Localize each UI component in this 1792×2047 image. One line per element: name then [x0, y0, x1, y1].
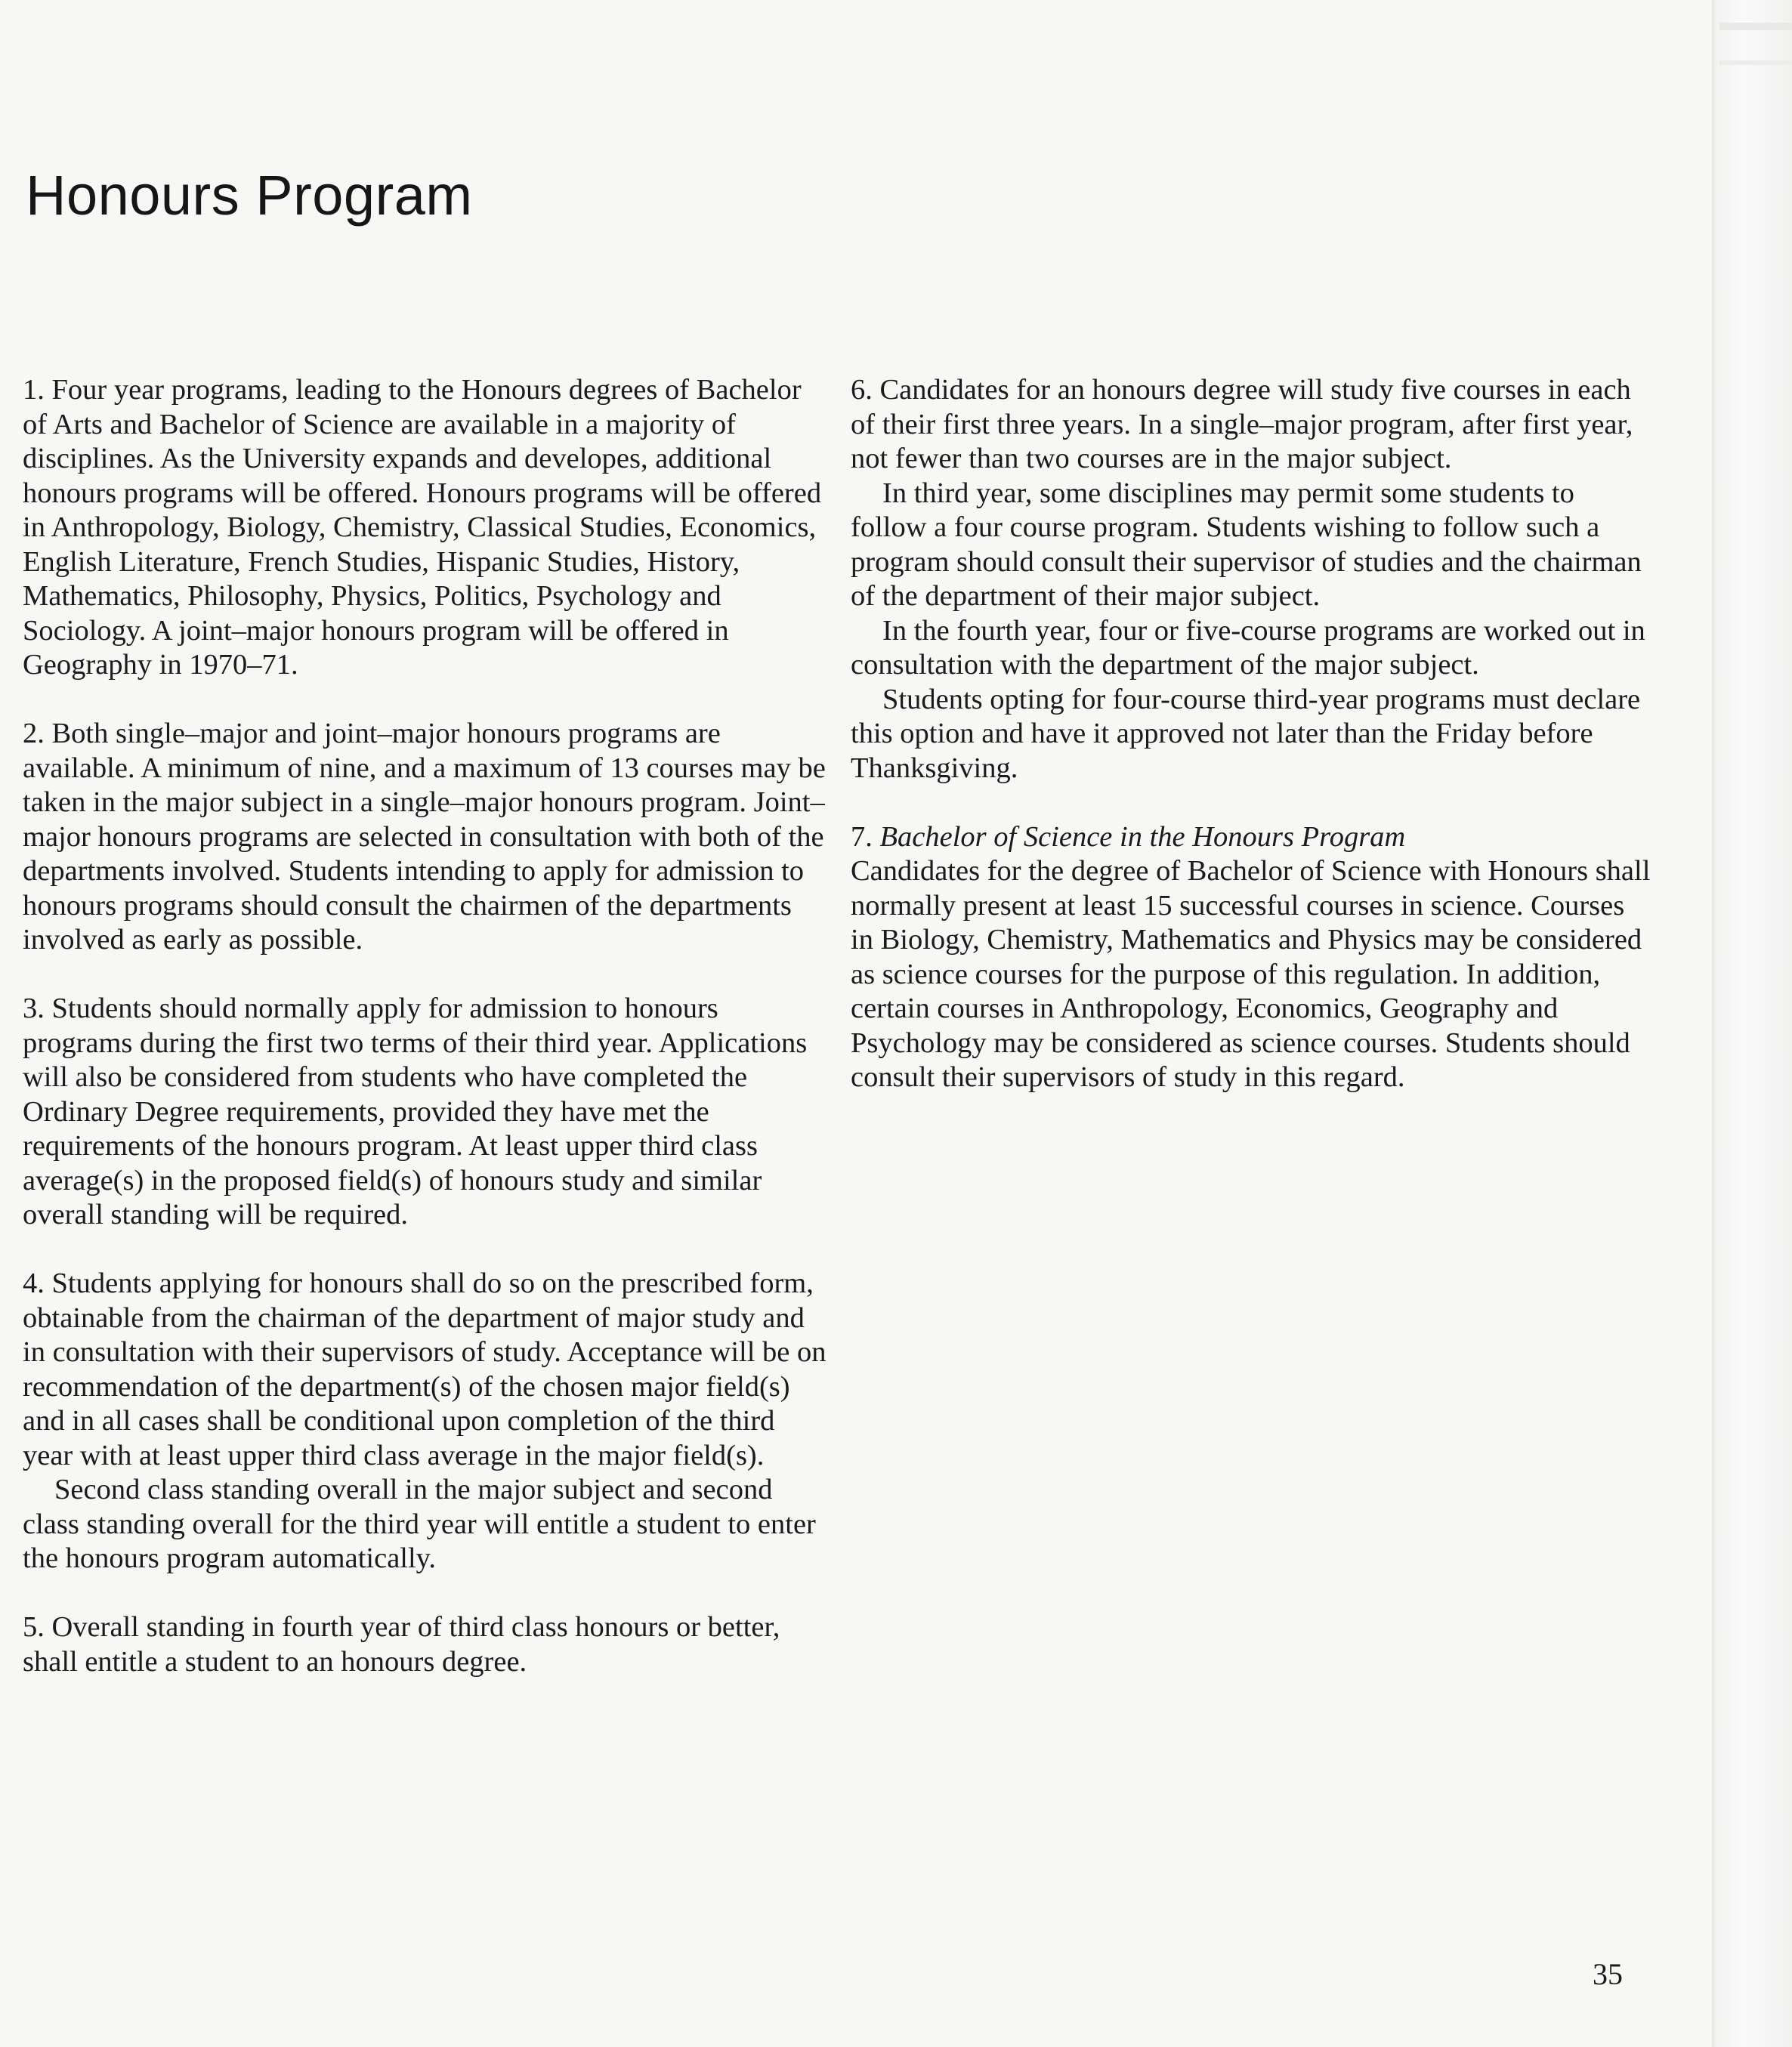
section-4-paragraph-1: 4. Students applying for honours shall do so on the prescribed form, obtainable from the chairman of the department of major study and in consultation with their supervisors of study. Acceptance will be on recommendation of the department(s) of the chosen major field(s) and in all cases shall be conditional upon completion of the third year with at least upper third class average in the major field(s). — [23, 1267, 826, 1471]
section-3 — [23, 992, 831, 1233]
section-3-paragraph-1: 3. Students should normally apply for admission to honours programs during the first two terms of their third year. Applications will also be considered from students who have completed the Ordinary Degree requirements, provided they have met the requirements of the honours program. At least upper third class average(s) in the proposed field(s) of honours study and similar overall standing will be required. — [23, 993, 808, 1230]
left-column — [23, 373, 831, 1714]
section-6-paragraph-1: 6. Candidates for an honours degree will study five courses in each of their first three years. In a single–major program, after first year, not fewer than two courses are in the major subject. — [851, 374, 1633, 474]
section-1-paragraph-1: 1. Four year programs, leading to the Honours degrees of Bachelor of Arts and Bachelor of Science are available in a majority of disciplines. As the University expands and developes, additional honours programs will be offered. Honours programs will be offered in Anthropology, Biology, Chemistry, Classical Studies, Economics, English Literature, French Studies, Hispanic Studies, History, Mathematics, Philosophy, Physics, Politics, Psychology and Sociology. A joint–major honours program will be offered in Geography in 1970–71. — [23, 374, 822, 681]
right-column — [851, 373, 1651, 1129]
section-7-heading — [851, 820, 1651, 855]
section-2-paragraph-1: 2. Both single–major and joint–major honours programs are available. A minimum of nine, and a maximum of 13 courses may be taken in the major subject in a single–major honours program. Joint–major honours programs are selected in consultation with both of the departments involved. Students intending to apply for admission to honours programs should consult the chairmen of the departments involved as early as possible. — [23, 718, 826, 956]
section-6-paragraph-3: In the fourth year, four or five-course programs are worked out in consultation with the department of the major subject. — [851, 614, 1645, 681]
section-4 — [23, 1267, 831, 1576]
section-7 — [851, 820, 1651, 1095]
section-7-paragraph-1: Candidates for the degree of Bachelor of Science with Honours shall normally present at least 15 successful courses in science. Courses in Biology, Chemistry, Mathematics and Physics may be considered as science courses for the purpose of this regulation. In addition, certain courses in Anthropology, Economics, Geography and Psychology may be considered as science courses. Students should consult their supervisors of study in this regard. — [851, 855, 1651, 1093]
section-6-paragraph-4: Students opting for four-course third-year programs must declare this option and have it approved not later than the Friday before Thanksgiving. — [851, 683, 1641, 784]
section-6 — [851, 373, 1651, 786]
section-5 — [23, 1610, 831, 1679]
section-6-paragraph-2: In third year, some disciplines may permit some students to follow a four course program. Students wishing to follow such a program should consult their supervisor of studies and the chairman of the department of their major subject. — [851, 477, 1642, 612]
page-edge — [1712, 0, 1792, 2047]
section-1 — [23, 373, 831, 683]
page-number: 35 — [1593, 1957, 1623, 1991]
section-7-number: 7. — [851, 820, 880, 853]
section-4-paragraph-2: Second class standing overall in the major subject and second class standing overall for the third year will entitle a student to enter the honours program automatically. — [23, 1474, 816, 1574]
section-2 — [23, 717, 831, 958]
section-7-italic-title: Bachelor of Science in the Honours Program — [879, 820, 1406, 853]
section-5-paragraph-1: 5. Overall standing in fourth year of third class honours or better, shall entitle a student to an honours degree. — [23, 1611, 780, 1678]
page-title: Honours Program — [26, 164, 473, 227]
